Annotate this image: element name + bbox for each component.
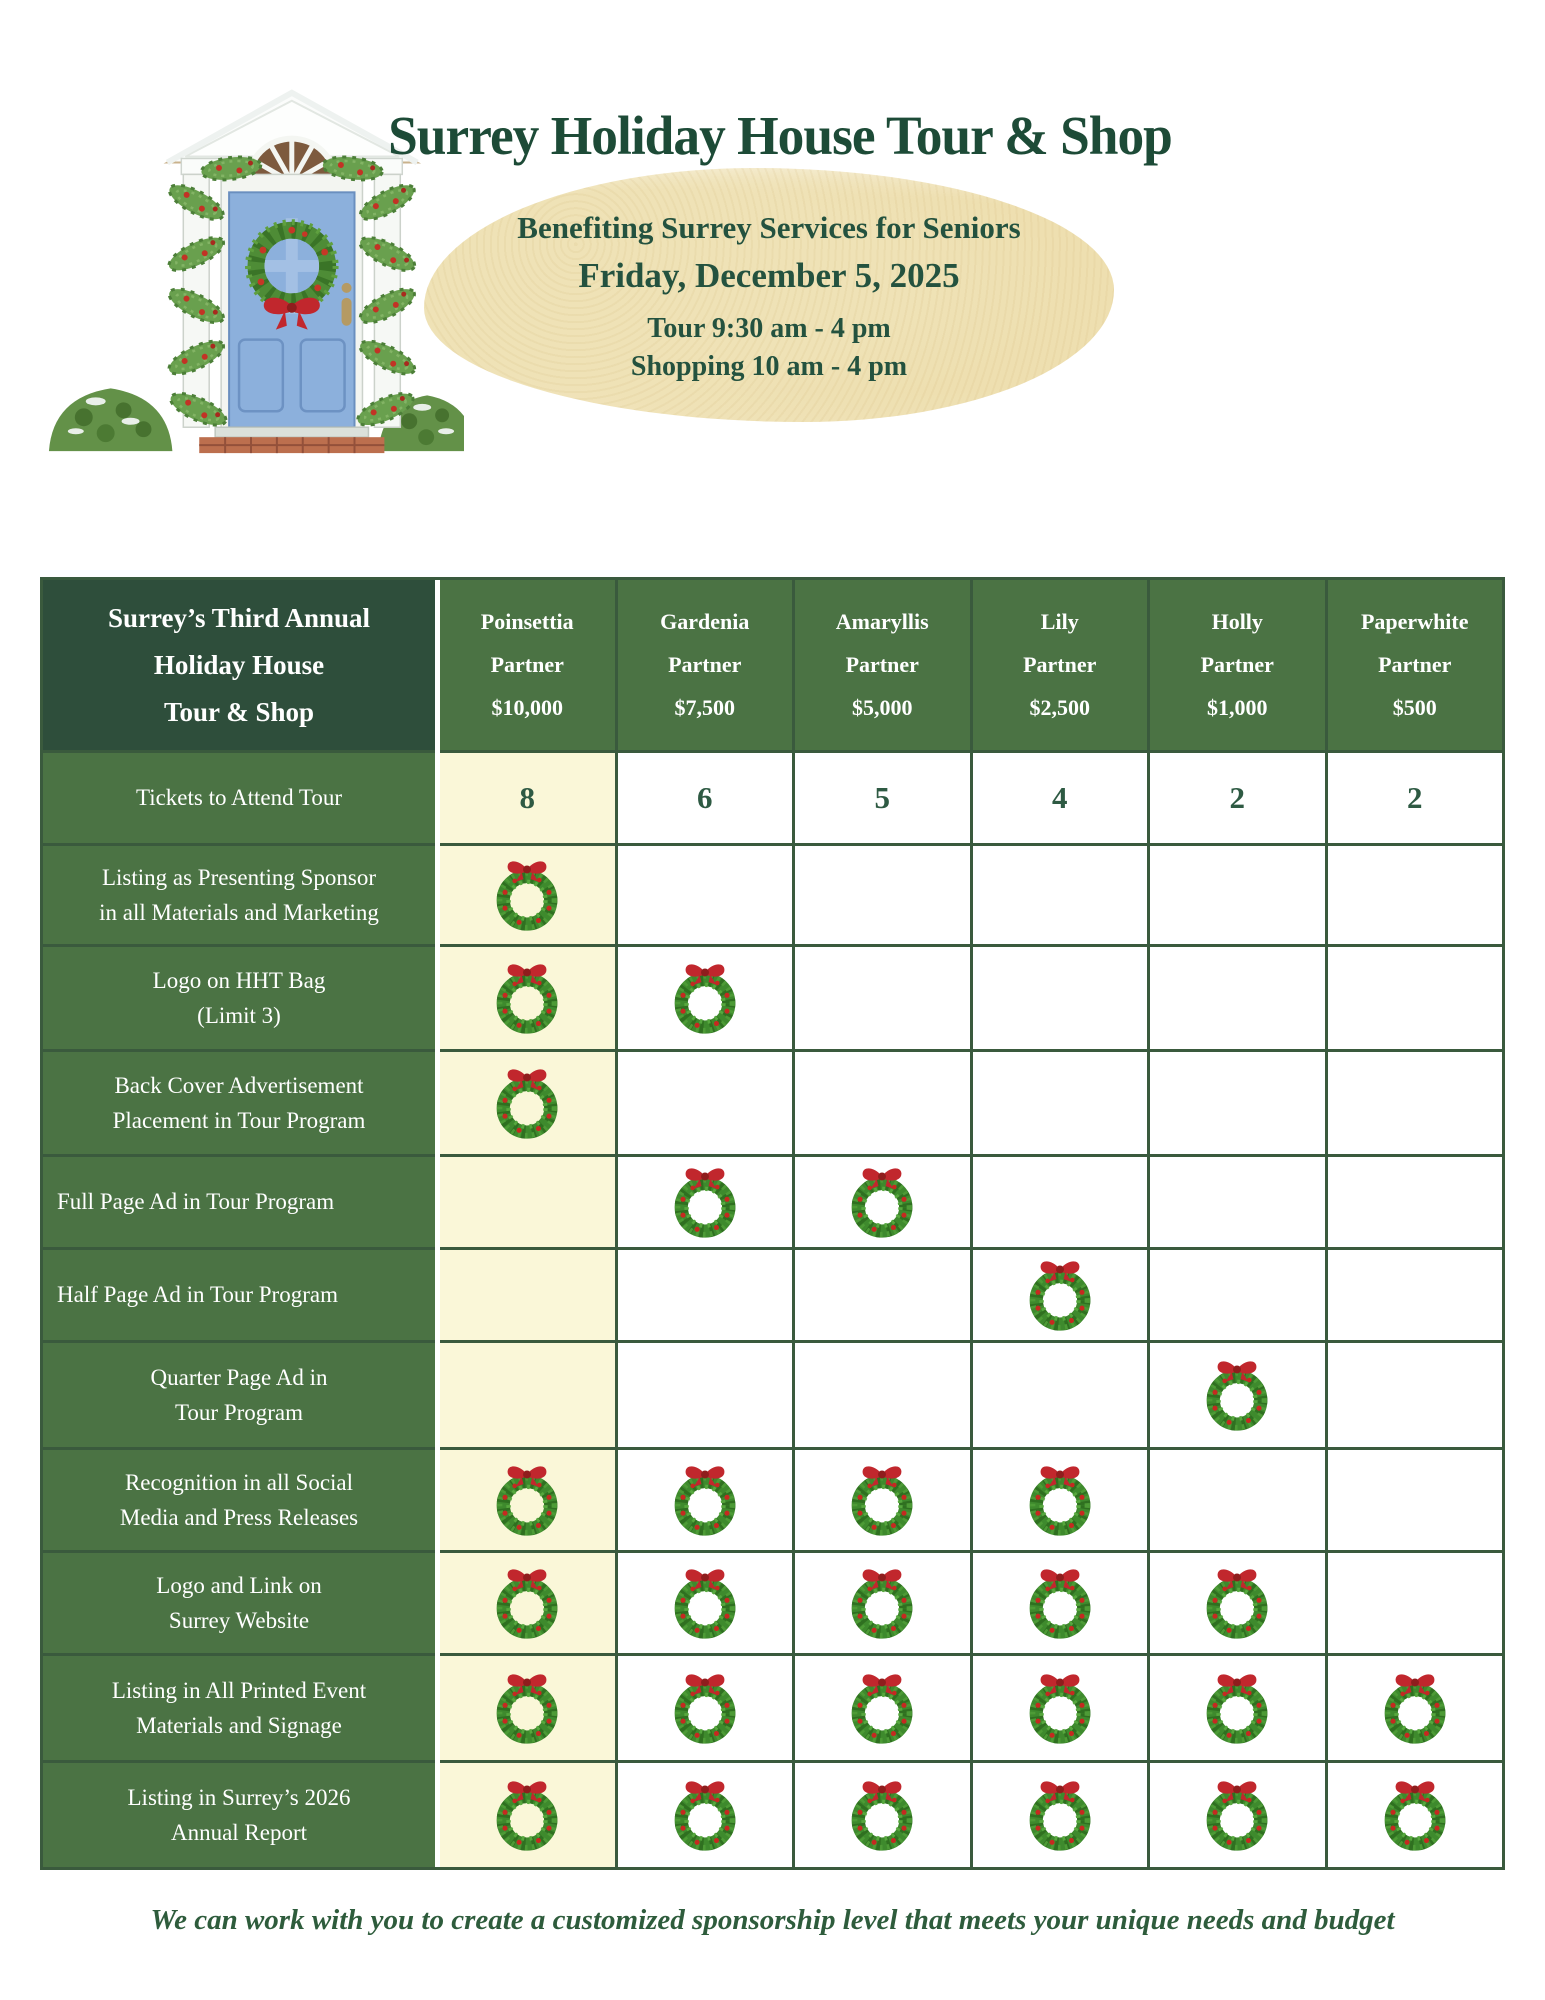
corner-line: Tour & Shop <box>163 696 315 727</box>
table-cell <box>973 846 1148 944</box>
page-title: Surrey Holiday House Tour & Shop <box>388 105 1172 166</box>
column-name: Gardenia <box>660 609 750 634</box>
wreath-icon <box>661 1559 749 1647</box>
table-cell <box>440 846 615 944</box>
table-cell <box>1328 846 1503 944</box>
row-label-line: Logo on HHT Bag <box>152 967 326 993</box>
wreath-icon <box>661 1664 749 1752</box>
column-name: Holly <box>1211 609 1263 634</box>
row-label-line: Quarter Page Ad in <box>150 1364 328 1390</box>
shopping-time-line: Shopping 10 am - 4 pm <box>630 351 908 382</box>
table-cell <box>440 1250 615 1340</box>
column-amount: $7,500 <box>674 695 735 720</box>
wreath-icon <box>483 851 571 939</box>
wreath-icon <box>838 1158 926 1246</box>
table-cell <box>440 1343 615 1447</box>
wreath-icon <box>1016 1456 1104 1544</box>
gold-splash-background <box>424 168 1114 422</box>
table-cell <box>973 1250 1148 1340</box>
table-cell <box>1328 1343 1503 1447</box>
row-label-line: Placement in Tour Program <box>112 1107 366 1133</box>
event-date-line: Friday, December 5, 2025 <box>578 256 960 295</box>
table-cell <box>795 947 970 1049</box>
ticket-count: 2 <box>1229 780 1245 815</box>
row-label <box>43 1343 435 1447</box>
column-name: Poinsettia <box>480 609 574 634</box>
row-label-line: (Limit 3) <box>197 1002 281 1028</box>
table-cell <box>1328 1763 1503 1867</box>
corner-line: Holiday House <box>153 649 325 680</box>
column-name: Paperwhite <box>1360 609 1469 634</box>
column-tier: Partner <box>1200 652 1274 677</box>
table-cell <box>440 947 615 1049</box>
table-cell <box>440 1553 615 1653</box>
wreath-icon <box>483 954 571 1042</box>
row-label-line: Tickets to Attend Tour <box>135 785 343 810</box>
table-cell <box>795 846 970 944</box>
header-section <box>0 0 1545 577</box>
row-label <box>43 1250 435 1340</box>
table-cell <box>973 947 1148 1049</box>
tour-time-line: Tour 9:30 am - 4 pm <box>647 313 891 344</box>
table-cell <box>618 1553 793 1653</box>
table-cell <box>973 1763 1148 1867</box>
table-cell <box>1150 947 1325 1049</box>
row-label-line: Full Page Ad in Tour Program <box>57 1189 335 1214</box>
table-cell <box>618 753 793 843</box>
table-cell <box>973 1157 1148 1247</box>
row-label-line: Surrey Website <box>168 1607 310 1633</box>
corner-line: Surrey’s Third Annual <box>107 602 371 633</box>
column-tier: Partner <box>845 652 919 677</box>
table-cell <box>973 1656 1148 1760</box>
row-label-line: Listing in Surrey’s 2026 <box>127 1784 351 1810</box>
table-cell <box>1150 1343 1325 1447</box>
column-amount: $2,500 <box>1029 695 1090 720</box>
table-cell <box>1150 1763 1325 1867</box>
table-cell <box>1328 1250 1503 1340</box>
table-cell <box>1328 1553 1503 1653</box>
row-label-line: Annual Report <box>170 1819 308 1845</box>
wreath-icon <box>483 1559 571 1647</box>
column-name: Lily <box>1040 609 1079 634</box>
row-label-line: Materials and Signage <box>136 1712 342 1738</box>
wreath-icon <box>1193 1664 1281 1752</box>
ticket-count: 4 <box>1052 780 1068 815</box>
table-cell <box>795 1250 970 1340</box>
wreath-icon <box>1016 1664 1104 1752</box>
row-label <box>43 1052 435 1154</box>
wreath-icon <box>1193 1559 1281 1647</box>
table-cell <box>973 1343 1148 1447</box>
table-cell <box>1328 947 1503 1049</box>
benefiting-line: Benefiting Surrey Services for Seniors <box>517 210 1021 245</box>
wreath-icon <box>838 1664 926 1752</box>
table-cell <box>1150 846 1325 944</box>
row-label-line: Tour Program <box>174 1399 304 1425</box>
ticket-count: 2 <box>1407 780 1423 815</box>
table-cell <box>1328 1656 1503 1760</box>
table-cell <box>795 1553 970 1653</box>
table-cell <box>1328 1157 1503 1247</box>
column-header-amaryllis <box>795 580 970 750</box>
row-label-line: Media and Press Releases <box>119 1504 359 1530</box>
wreath-icon <box>1016 1771 1104 1859</box>
table-corner-title <box>43 580 435 750</box>
wreath-icon <box>1016 1559 1104 1647</box>
wreath-icon <box>661 954 749 1042</box>
column-amount: $500 <box>1392 695 1437 720</box>
table-cell <box>973 1553 1148 1653</box>
table-cell <box>618 1250 793 1340</box>
table-cell <box>618 1656 793 1760</box>
wreath-icon <box>1371 1771 1459 1859</box>
row-label-line: Half Page Ad in Tour Program <box>57 1282 338 1307</box>
table-cell <box>1328 1052 1503 1154</box>
column-tier: Partner <box>490 652 564 677</box>
row-label <box>43 1157 435 1247</box>
row-label-line: Listing in All Printed Event <box>111 1677 367 1703</box>
row-label-line: Back Cover Advertisement <box>114 1072 364 1098</box>
table-cell <box>1150 1553 1325 1653</box>
table-cell <box>440 1157 615 1247</box>
table-cell <box>795 1343 970 1447</box>
ticket-count: 6 <box>697 780 713 815</box>
table-cell <box>618 1343 793 1447</box>
table-cell <box>1150 1157 1325 1247</box>
row-label-line: Logo and Link on <box>156 1572 322 1598</box>
table-cell <box>795 1656 970 1760</box>
table-cell <box>440 1052 615 1154</box>
table-cell <box>1150 753 1325 843</box>
table-cell <box>618 846 793 944</box>
wreath-icon <box>483 1456 571 1544</box>
table-cell <box>795 753 970 843</box>
table-cell <box>618 947 793 1049</box>
column-header-lily <box>973 580 1148 750</box>
row-label-line: Recognition in all Social <box>124 1469 354 1495</box>
table-cell <box>440 1656 615 1760</box>
wreath-icon <box>1193 1351 1281 1439</box>
table-cell <box>1150 1052 1325 1154</box>
column-amount: $1,000 <box>1207 695 1268 720</box>
row-label-line: in all Materials and Marketing <box>99 899 379 925</box>
column-amount: $5,000 <box>852 695 913 720</box>
table-cell <box>440 753 615 843</box>
row-label <box>43 753 435 843</box>
wreath-icon <box>661 1158 749 1246</box>
wreath-icon <box>483 1664 571 1752</box>
table-cell <box>1328 1450 1503 1550</box>
column-header-paperwhite <box>1328 580 1503 750</box>
table-cell <box>973 1450 1148 1550</box>
table-cell <box>618 1450 793 1550</box>
table-cell <box>1150 1250 1325 1340</box>
column-name: Amaryllis <box>835 609 929 634</box>
table-cell <box>795 1450 970 1550</box>
brick-steps <box>199 427 384 453</box>
column-amount: $10,000 <box>491 695 563 720</box>
row-label <box>43 1763 435 1867</box>
footer-note: We can work with you to create a customized sponsorship level that meets your unique needs and budget <box>150 1904 1395 1936</box>
table-cell <box>795 1052 970 1154</box>
table-cell <box>1328 753 1503 843</box>
row-label-column <box>43 580 435 1867</box>
row-label <box>43 1656 435 1760</box>
wreath-icon <box>1016 1251 1104 1339</box>
column-header-gardenia <box>618 580 793 750</box>
table-cell <box>440 1450 615 1550</box>
wreath-icon <box>483 1771 571 1859</box>
wreath-icon <box>1193 1771 1281 1859</box>
wreath-icon <box>838 1456 926 1544</box>
column-tier: Partner <box>668 652 742 677</box>
column-tier: Partner <box>1023 652 1097 677</box>
sponsorship-table <box>40 577 1505 1870</box>
table-cell <box>618 1763 793 1867</box>
row-label <box>43 846 435 944</box>
wreath-icon <box>483 1059 571 1147</box>
data-grid <box>440 580 1502 1867</box>
wreath-icon <box>1371 1664 1459 1752</box>
ticket-count: 5 <box>874 780 890 815</box>
table-cell <box>795 1157 970 1247</box>
column-tier: Partner <box>1378 652 1452 677</box>
wreath-icon <box>838 1559 926 1647</box>
column-header-holly <box>1150 580 1325 750</box>
table-cell <box>973 753 1148 843</box>
table-cell <box>973 1052 1148 1154</box>
row-label <box>43 1450 435 1550</box>
table-cell <box>618 1157 793 1247</box>
wreath-icon <box>661 1771 749 1859</box>
table-cell <box>795 1763 970 1867</box>
table-cell <box>1150 1450 1325 1550</box>
table-cell <box>618 1052 793 1154</box>
row-label <box>43 947 435 1049</box>
row-label-line: Listing as Presenting Sponsor <box>101 864 377 890</box>
wreath-icon <box>838 1771 926 1859</box>
table-cell <box>1150 1656 1325 1760</box>
ticket-count: 8 <box>519 780 535 815</box>
bush-left <box>49 388 172 451</box>
row-label <box>43 1553 435 1653</box>
column-header-poinsettia <box>440 580 615 750</box>
wreath-icon <box>661 1456 749 1544</box>
table-cell <box>440 1763 615 1867</box>
